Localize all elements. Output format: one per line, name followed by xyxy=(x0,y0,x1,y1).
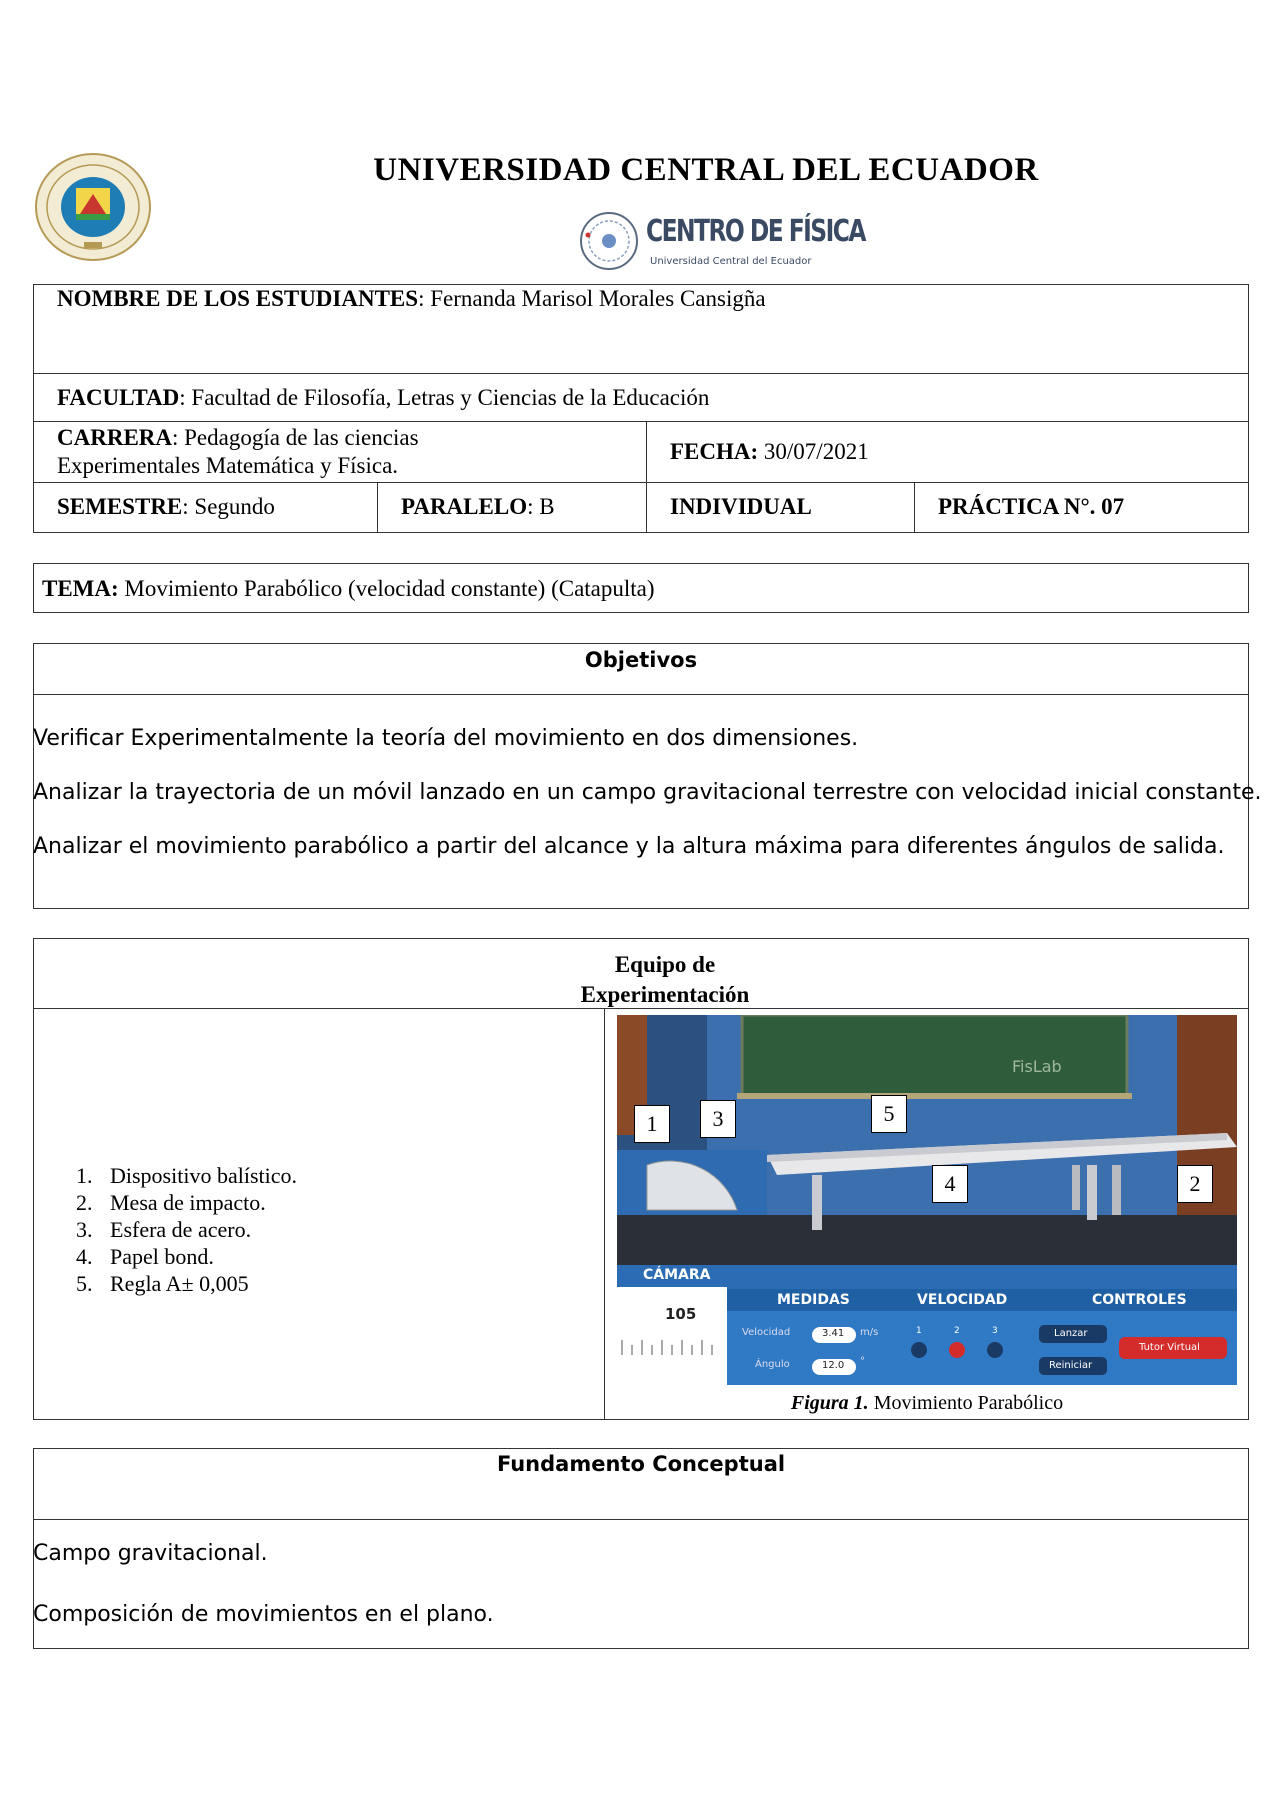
figure-caption xyxy=(617,1392,1237,1415)
date-value: 30/07/2021 xyxy=(758,439,869,464)
parallel-field xyxy=(401,494,555,520)
speed-option-2: 2 xyxy=(954,1326,960,1336)
students-field xyxy=(57,286,766,312)
semester-label: SEMESTRE xyxy=(57,494,183,519)
objective-1: Verificar Experimentalmente la teoría del movimiento en dos dimensiones. xyxy=(33,726,859,751)
simulator-scene xyxy=(617,1015,1237,1385)
date-field xyxy=(670,439,869,465)
fundamentals-heading: Fundamento Conceptual xyxy=(496,1452,786,1476)
tutor-button: Tutor Virtual xyxy=(1139,1342,1200,1353)
equipment-item: 4. Papel bond. xyxy=(98,1243,297,1270)
centro-fisica-title: CENTRO DE FÍSICA xyxy=(646,214,865,249)
date-label: FECHA: xyxy=(670,439,759,464)
objective-2: Analizar la trayectoria de un móvil lanzado en un campo gravitacional terrestre con velocidad inicial constante. xyxy=(33,780,1262,805)
practice-field xyxy=(938,494,1124,520)
callout-3: 3 xyxy=(700,1100,736,1138)
semester-field xyxy=(57,494,275,520)
camera-label: CÁMARA xyxy=(643,1267,711,1283)
parallel-label: PARALELO xyxy=(401,494,528,519)
figure-caption-label: Figura 1. xyxy=(790,1392,869,1414)
speed-value: 3.41 xyxy=(822,1328,845,1339)
theme-label: TEMA: xyxy=(42,576,119,601)
practice-value: PRÁCTICA N°. 07 xyxy=(938,494,1125,519)
speed-option-3: 3 xyxy=(992,1326,998,1336)
career-value-line2: Experimentales Matemática y Física. xyxy=(57,453,399,478)
equipment-item: 5. Regla A± 0,005 xyxy=(98,1270,297,1297)
launch-button: Lanzar xyxy=(1054,1328,1088,1339)
callout-2: 2 xyxy=(1177,1165,1213,1203)
simulator-figure xyxy=(617,1015,1237,1385)
equipment-heading xyxy=(550,950,780,1010)
students-label: NOMBRE DE LOS ESTUDIANTES xyxy=(57,286,419,311)
atom-logo-icon xyxy=(578,210,640,272)
theme-value: Movimiento Parabólico (velocidad constante) (Catapulta) xyxy=(118,576,655,601)
equipment-item: 2. Mesa de impacto. xyxy=(98,1189,297,1216)
objective-3: Analizar el movimiento parabólico a partir del alcance y la altura máxima para diferentes ángulos de salida. xyxy=(33,834,1225,859)
callout-1: 1 xyxy=(634,1105,670,1143)
board-text: FisLab xyxy=(1012,1057,1062,1076)
equipment-item: 3. Esfera de acero. xyxy=(98,1216,297,1243)
speed-section-label: VELOCIDAD xyxy=(917,1292,1008,1308)
career-field xyxy=(57,424,419,480)
centro-fisica-subtitle: Universidad Central del Ecuador xyxy=(650,256,812,267)
camera-value: 105 xyxy=(665,1305,697,1323)
speed-option-1: 1 xyxy=(916,1326,922,1336)
theme-field xyxy=(42,576,655,602)
speed-unit: m/s xyxy=(860,1327,879,1338)
controls-label: CONTROLES xyxy=(1092,1292,1187,1308)
angle-value: 12.0 xyxy=(822,1360,845,1371)
equipment-heading-line2: Experimentación xyxy=(580,982,750,1007)
students-value: : Fernanda Marisol Morales Cansigña xyxy=(418,286,766,311)
speed-field-label: Velocidad xyxy=(742,1327,791,1338)
equipment-list xyxy=(60,1162,297,1297)
centro-fisica-logo xyxy=(578,210,865,274)
faculty-field xyxy=(57,385,709,411)
figure-caption-text: Movimiento Parabólico xyxy=(868,1392,1064,1414)
callout-5: 5 xyxy=(871,1095,907,1133)
fundamental-2: Composición de movimientos en el plano. xyxy=(33,1602,494,1627)
equipment-item: 1. Dispositivo balístico. xyxy=(98,1162,297,1189)
callout-4: 4 xyxy=(932,1165,968,1203)
fundamental-1: Campo gravitacional. xyxy=(33,1541,268,1566)
career-label: CARRERA xyxy=(57,425,172,450)
angle-field-label: Ángulo xyxy=(755,1359,790,1370)
measures-label: MEDIDAS xyxy=(777,1292,850,1308)
reset-button: Reiniciar xyxy=(1049,1360,1093,1371)
mode-value: INDIVIDUAL xyxy=(670,494,812,519)
career-value-line1: : Pedagogía de las ciencias xyxy=(172,425,419,450)
angle-unit: ° xyxy=(860,1356,865,1367)
mode-field xyxy=(670,494,812,520)
faculty-value: : Facultad de Filosofía, Letras y Ciencias de la Educación xyxy=(179,385,710,410)
objectives-heading: Objetivos xyxy=(584,648,698,672)
semester-value: : Segundo xyxy=(182,494,275,519)
faculty-label: FACULTAD xyxy=(57,385,180,410)
equipment-heading-line1: Equipo de xyxy=(614,952,716,977)
objectives-box xyxy=(33,643,1249,909)
parallel-value: : B xyxy=(527,494,555,519)
university-title: UNIVERSIDAD CENTRAL DEL ECUADOR xyxy=(373,152,1039,188)
